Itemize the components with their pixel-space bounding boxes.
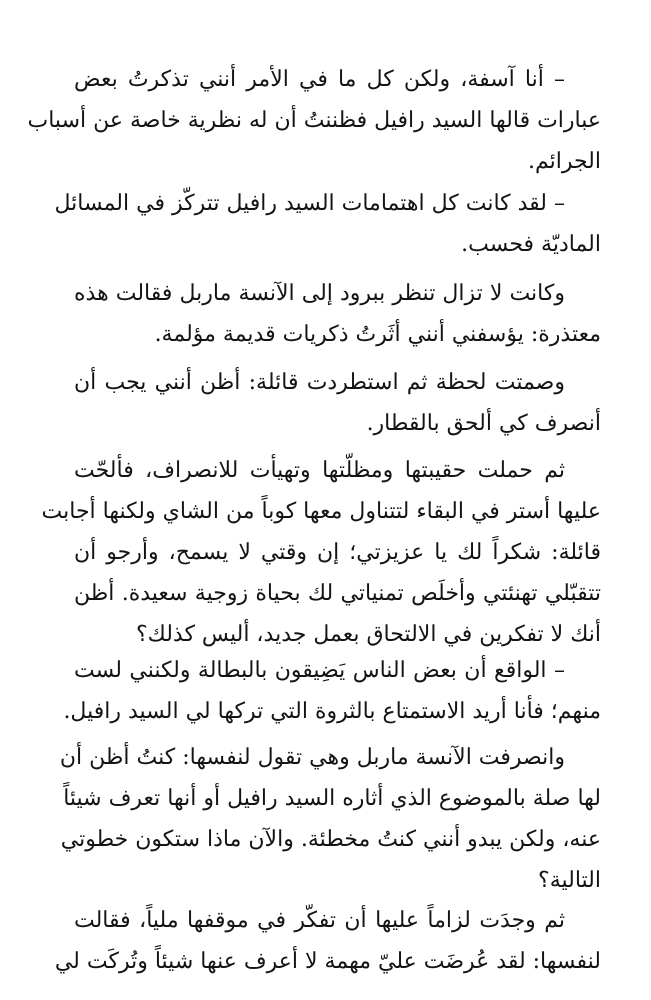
paragraph <box>74 362 601 444</box>
text-line: أنصرف كي ألحق بالقطار. <box>366 411 601 436</box>
text-line: قائلة: شكراً لك يا عزيزتي؛ إن وقتي لا يسمح، وأرجو أن <box>74 540 601 565</box>
text-line: تتقبّلي تهنئتي وأخلَص تمنياتي لك بحياة زوجية سعيدة. أظن <box>74 581 601 606</box>
paragraph <box>54 183 601 265</box>
text-line: ثم وجدَت لزاماً عليها أن تفكّر في موقفها ملياً، فقالت <box>74 908 565 933</box>
text-line: معتذرة: يؤسفني أنني أثَرتُ ذكريات قديمة مؤلمة. <box>154 322 601 347</box>
text-line: وكانت لا تزال تنظر ببرود إلى الآنسة ماربل فقالت هذه <box>74 281 565 306</box>
paragraph <box>27 59 601 182</box>
text-line: منهم؛ فأنا أريد الاستمتاع بالثروة التي تركها لي السيد رافيل. <box>63 699 601 724</box>
text-line: الجرائم. <box>527 149 601 174</box>
paragraph <box>59 737 601 901</box>
text-line: وانصرفت الآنسة ماربل وهي تقول لنفسها: كنتُ أظن أن <box>59 745 565 770</box>
text-line: التالية؟ <box>538 868 601 893</box>
text-line: – لقد كانت كل اهتمامات السيد رافيل تتركّز في المسائل <box>54 191 565 216</box>
text-line: لنفسها: لقد عُرضَت عليّ مهمة لا أعرف عنها شيئاً وتُركَت لي <box>54 949 601 974</box>
paragraph <box>41 450 601 655</box>
paragraph <box>74 273 601 355</box>
text-line: وصمتت لحظة ثم استطردت قائلة: أظن أنني يجب أن <box>74 370 565 395</box>
text-line: أنك لا تفكرين في الالتحاق بعمل جديد، أليس كذلك؟ <box>136 622 601 647</box>
paragraph <box>63 650 601 732</box>
text-line: – الواقع أن بعض الناس يَضِيقون بالبطالة ولكنني لست <box>74 658 565 683</box>
text-line: الماديّة فحسب. <box>461 232 601 257</box>
paragraph <box>54 900 601 982</box>
text-line: عليها أستر في البقاء لتتناول معها كوباً من الشاي ولكنها أجابت <box>41 499 601 524</box>
text-line: – أنا آسفة، ولكن كل ما في الأمر أنني تذكرتُ بعض <box>74 67 565 92</box>
text-line: ثم حملت حقيبتها ومظلّتها وتهيأت للانصراف، فألحّت <box>74 458 565 483</box>
text-line: لها صلة بالموضوع الذي أثاره السيد رافيل أو أنها تعرف شيئاً <box>63 786 601 811</box>
text-line: عنه، ولكن يبدو أنني كنتُ مخطئة. والآن ماذا ستكون خطوتي <box>60 827 601 852</box>
text-line: عبارات قالها السيد رافيل فظننتُ أن له نظرية خاصة عن أسباب <box>27 108 601 133</box>
